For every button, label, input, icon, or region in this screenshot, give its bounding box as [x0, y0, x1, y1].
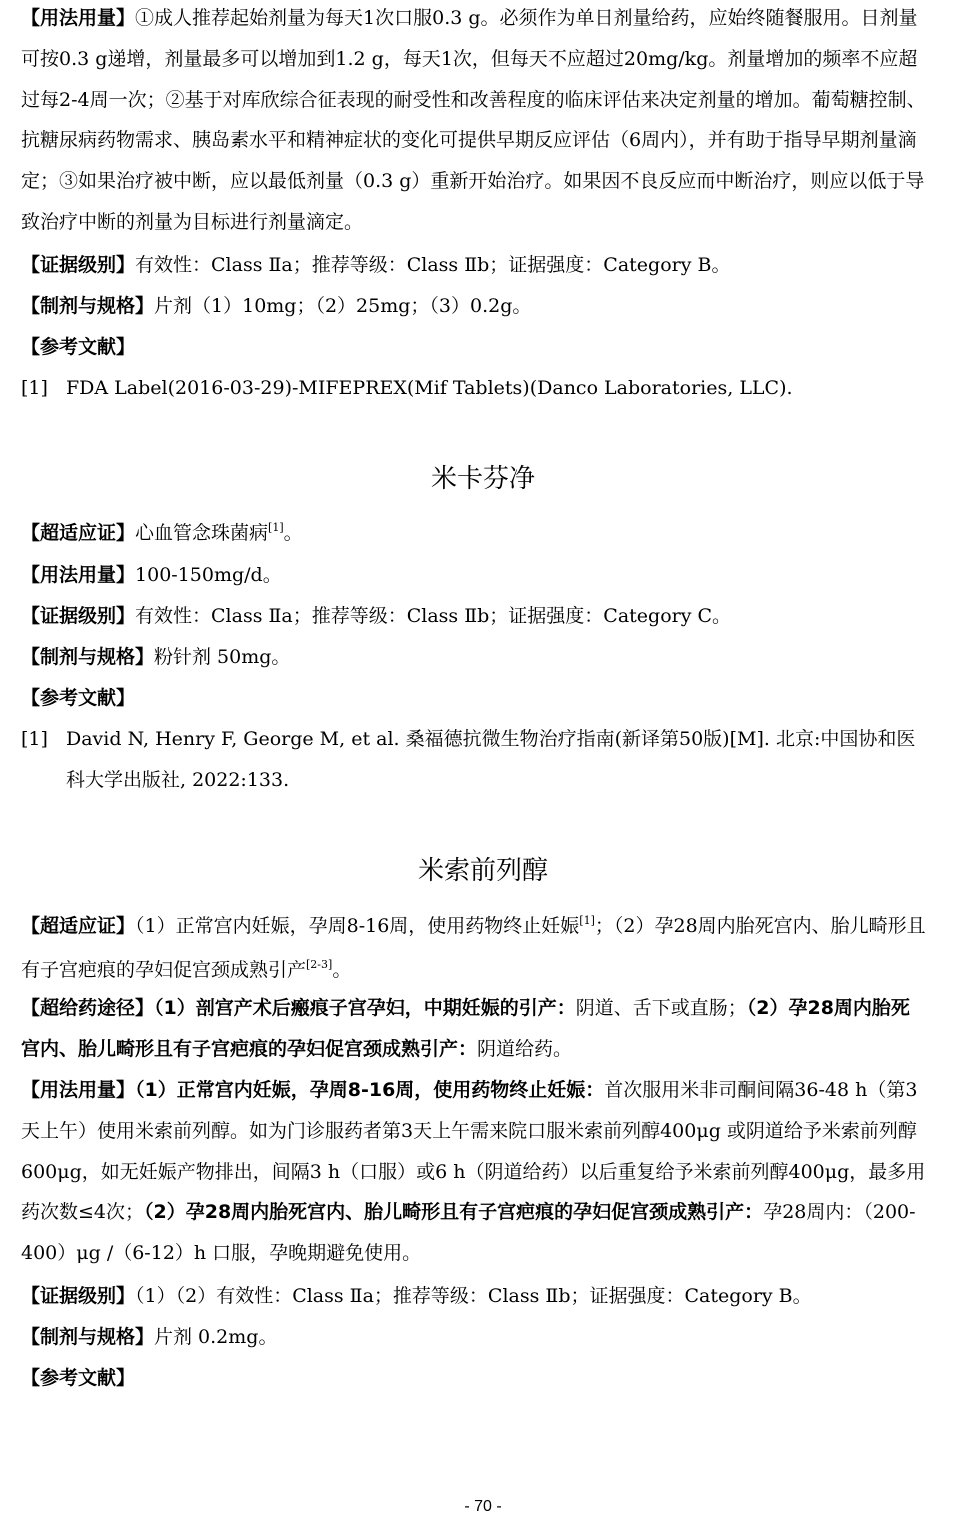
indication-paragraph	[21, 513, 927, 557]
spec-label: 【制剂与规格】	[21, 295, 155, 317]
dosage-bold-2: （2）孕28周内胎死宫内、胎儿畸形且有子宫疤痕的孕妇促宫颈成熟引产：	[144, 1201, 764, 1224]
indication-text-2: ；（2）孕28周内胎死宫内、胎儿畸形且有子宫疤痕的孕妇促宫颈成熟引产	[21, 915, 926, 981]
spec-label: 【制剂与规格】	[21, 1326, 155, 1348]
route-bold-2: （2）孕28周内胎死宫内、胎儿畸形且有子宫疤痕的孕妇促宫颈成熟引产：	[21, 997, 910, 1060]
reference-item	[21, 368, 927, 409]
spec-paragraph	[21, 637, 927, 678]
references-heading	[21, 1358, 927, 1399]
dosage-text-1: 首次服用米非司酮间隔36-48 h（第3天上午）使用米索前列醇。如为门诊服药者第3天上午需来院口服米索前列醇400μg 或阴道给予米索前列醇600μg，如无妊娠产物排出，间隔3 h（口服）或6 h（阴道给药）以后重复给予米索前列醇400μg，最多用药次数≤4次；	[21, 1079, 926, 1224]
evidence-label: 【证据级别】	[21, 1285, 136, 1307]
spec-label: 【制剂与规格】	[21, 646, 155, 668]
spec-paragraph	[21, 286, 927, 327]
indication-label: 【超适应证】	[21, 915, 136, 937]
route-label: 【超给药途径】	[21, 997, 155, 1019]
references-label: 【参考文献】	[21, 336, 136, 358]
dosage-bold-1: （1）正常宫内妊娠，孕周8-16周，使用药物终止妊娠：	[135, 1079, 605, 1101]
reference-text: David N, Henry F, George M, et al. 桑福德抗微生物治疗指南(新译第50版)[M]. 北京:中国协和医科大学出版社, 2022:133.	[66, 728, 916, 791]
dosage-text: ①成人推荐起始剂量为每天1次口服0.3 g。必须作为单日剂量给药，应始终随餐服用。日剂量可按0.3 g递增，剂量最多可以增加到1.2 g，每天1次，但每天不应超过20mg/kg。剂量增加的频率不应超过每2-4周一次；②基于对库欣综合征表现的耐受性和改善程度的临床评估来决定剂量的增加。葡萄糖控制、抗糖尿病药物需求、胰岛素水平和精神症状的变化可提供早期反应评估（6周内），并有助于指导早期剂量滴定；③如果治疗被中断，应以最低剂量（0.3 g）重新开始治疗。如果因不良反应而中断治疗，则应以低于导致治疗中断的剂量为目标进行剂量滴定。	[21, 7, 926, 233]
spec-text: 片剂（1）10mg；（2）25mg；（3）0.2g。	[154, 295, 532, 317]
evidence-text: 有效性：Class Ⅱa；推荐等级：Class Ⅱb；证据强度：Category C。	[135, 605, 732, 627]
route-text-1: 阴道、舌下或直肠；	[575, 997, 747, 1019]
evidence-label: 【证据级别】	[21, 254, 136, 276]
references-heading	[21, 327, 927, 368]
page-number: - 70 -	[464, 1498, 502, 1515]
dosage-paragraph	[21, 555, 927, 596]
evidence-text: 有效性：Class Ⅱa；推荐等级：Class Ⅱb；证据强度：Category B。	[135, 254, 731, 276]
indication-text-1: （1）正常宫内妊娠，孕周8-16周，使用药物终止妊娠	[135, 915, 580, 937]
reference-text: FDA Label(2016-03-29)-MIFEPREX(Mif Tablets)(Danco Laboratories, LLC).	[66, 377, 793, 399]
route-paragraph	[21, 988, 927, 1070]
indication-label: 【超适应证】	[21, 522, 136, 544]
indication-end: 。	[332, 958, 352, 981]
drug-title-misoprostol: 米索前列醇	[417, 856, 548, 886]
dosage-label: 【用法用量】	[21, 564, 136, 586]
indication-text: 心血管念珠菌病	[135, 522, 269, 544]
indication-paragraph	[21, 906, 927, 994]
indication-end: 。	[283, 522, 303, 544]
spec-text: 片剂 0.2mg。	[154, 1326, 278, 1348]
evidence-paragraph	[21, 596, 927, 637]
drug-title-micafungin: 米卡芬净	[430, 464, 535, 494]
reference-number: [1]	[21, 728, 48, 750]
dosage-text-2: 孕28周内：（200-400）μg /（6-12）h 口服，孕晚期避免使用。	[21, 1201, 916, 1265]
evidence-text: （1）（2）有效性：Class Ⅱa；推荐等级：Class Ⅱb；证据强度：Category B。	[135, 1285, 812, 1307]
dosage-label: 【用法用量】	[21, 7, 136, 29]
dosage-text: 100-150mg/d。	[135, 564, 282, 586]
citation-marker: [2-3]	[306, 957, 333, 971]
references-heading	[21, 678, 927, 719]
citation-marker: [1]	[579, 914, 595, 927]
spec-text: 粉针剂 50mg。	[154, 646, 291, 668]
dosage-paragraph	[21, 0, 927, 243]
evidence-paragraph	[21, 245, 927, 286]
route-bold-1: （1）剖宫产术后瘢痕子宫孕妇，中期妊娠的引产：	[154, 997, 576, 1019]
evidence-label: 【证据级别】	[21, 605, 136, 627]
spec-paragraph	[21, 1317, 927, 1358]
dosage-paragraph	[21, 1070, 927, 1274]
evidence-paragraph	[21, 1276, 927, 1317]
dosage-label: 【用法用量】	[21, 1079, 136, 1101]
references-label: 【参考文献】	[21, 687, 136, 709]
references-label: 【参考文献】	[21, 1367, 136, 1389]
reference-number: [1]	[21, 377, 48, 399]
citation-marker: [1]	[268, 521, 284, 534]
route-text-2: 阴道给药。	[477, 1037, 573, 1060]
reference-item	[21, 719, 927, 801]
